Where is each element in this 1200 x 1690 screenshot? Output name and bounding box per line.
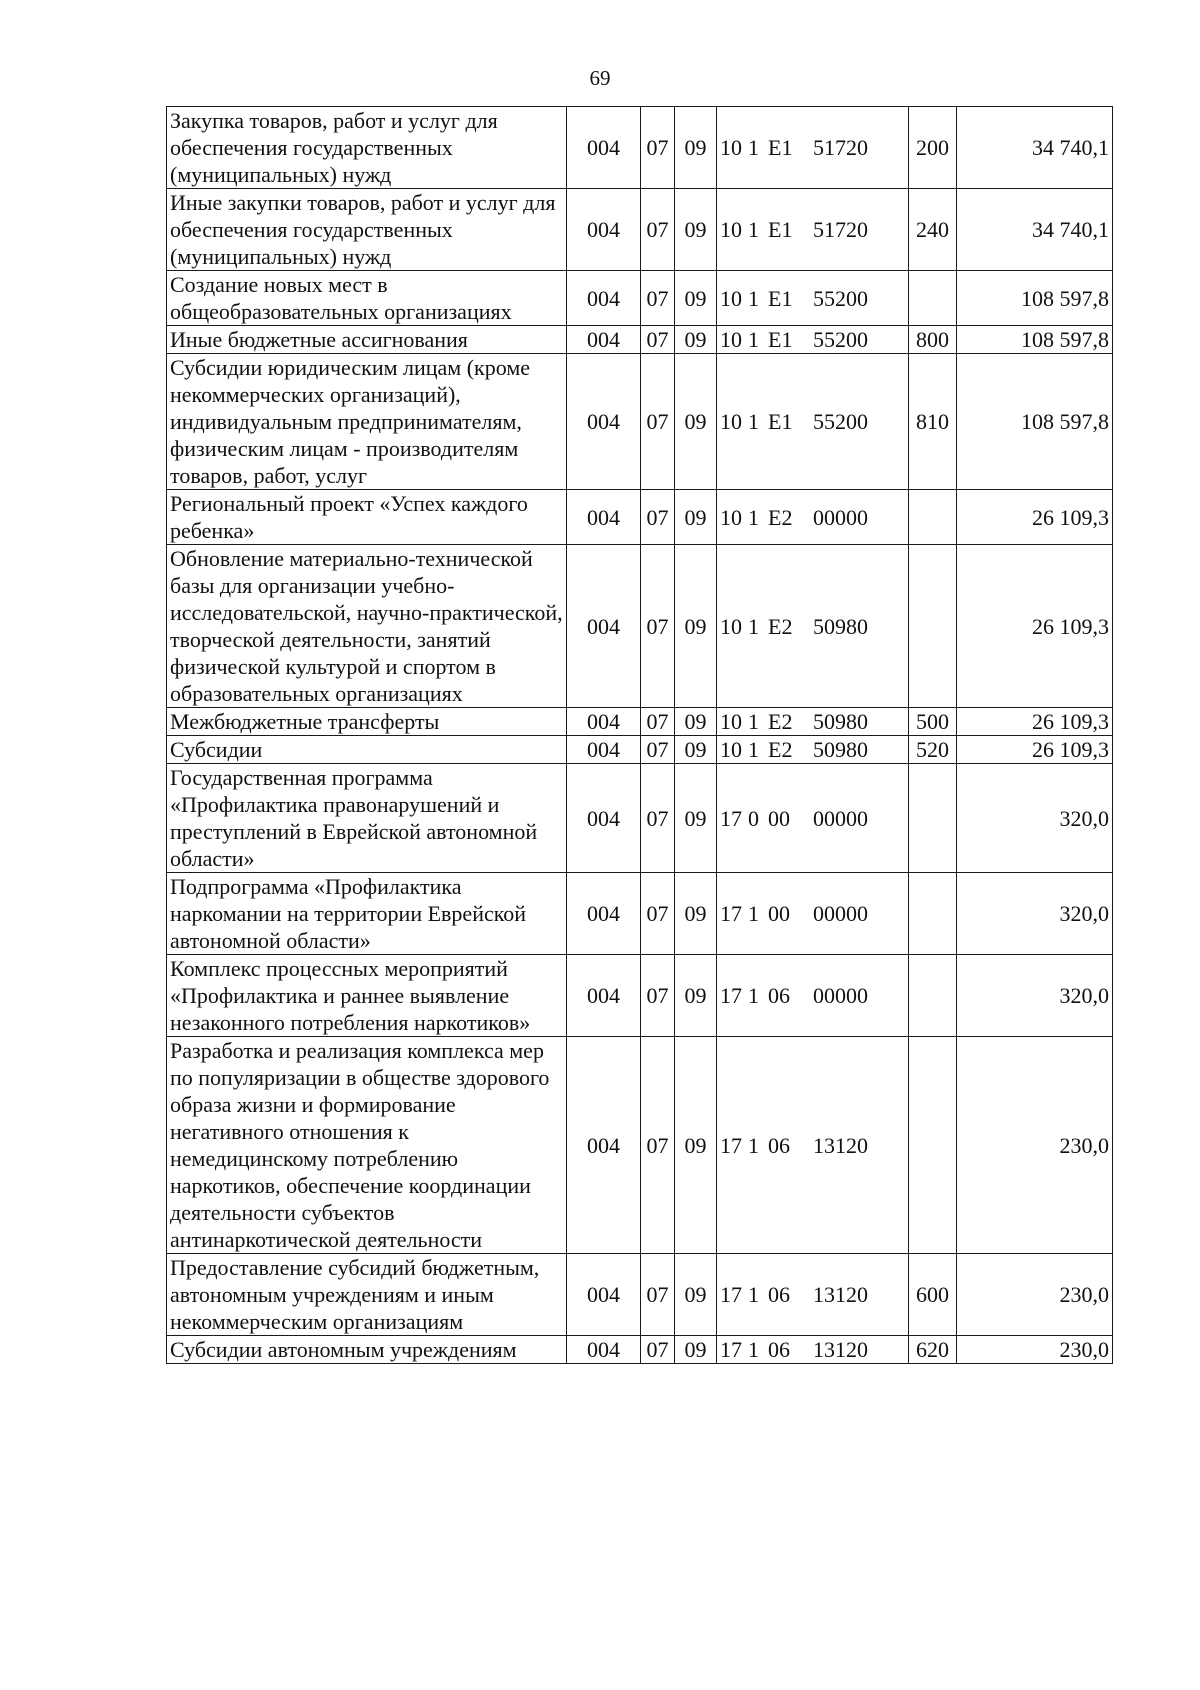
table-row [167,271,1113,326]
section-code: 07 [641,1037,675,1254]
table-row [167,1336,1113,1364]
subsection-code: 09 [675,354,717,490]
section-code: 07 [641,736,675,764]
target-article-part: E1 [768,135,793,160]
table-row [167,490,1113,545]
target-article-code [717,189,909,271]
subsection-code: 09 [675,1336,717,1364]
target-article-part: 10 [720,327,742,352]
ministry-code: 004 [567,873,641,955]
section-code: 07 [641,490,675,545]
section-code: 07 [641,873,675,955]
section-code: 07 [641,545,675,708]
target-article-part: 55200 [813,409,868,434]
ministry-code: 004 [567,1254,641,1336]
target-article-part: 17 [720,1132,742,1158]
target-article-code [717,736,909,764]
section-code: 07 [641,1336,675,1364]
row-name: Государственная программа «Профилактика правонарушений и преступлений в Еврейской автономной области» [167,764,567,873]
amount: 108 597,8 [957,271,1113,326]
target-article-part: 17 [720,1282,742,1307]
row-name: Закупка товаров, работ и услуг для обеспечения государственных (муниципальных) нужд [167,107,567,189]
subsection-code: 09 [675,764,717,873]
subsection-code: 09 [675,736,717,764]
target-article-part: 1 [748,983,759,1008]
target-article-part: 1 [748,1132,759,1158]
section-code: 07 [641,189,675,271]
table-row [167,955,1113,1037]
subsection-code: 09 [675,545,717,708]
amount: 230,0 [957,1254,1113,1336]
target-article-part: 1 [748,504,759,530]
target-article-part: E2 [768,504,793,530]
target-article-part: E1 [768,217,793,242]
row-name: Подпрограмма «Профилактика наркомании на территории Еврейской автономной области» [167,873,567,955]
amount: 230,0 [957,1037,1113,1254]
amount: 34 740,1 [957,189,1113,271]
row-name: Региональный проект «Успех каждого ребенка» [167,490,567,545]
target-article-part: 10 [720,409,742,434]
target-article-code [717,1037,909,1254]
target-article-part: 13120 [813,1337,868,1362]
target-article-part: 55200 [813,285,868,311]
amount: 230,0 [957,1336,1113,1364]
row-name: Межбюджетные трансферты [167,708,567,736]
table-row [167,545,1113,708]
amount: 108 597,8 [957,354,1113,490]
expense-type-code: 240 [909,189,957,271]
subsection-code: 09 [675,1254,717,1336]
target-article-part: 13120 [813,1132,868,1158]
target-article-code [717,490,909,545]
expense-type-code [909,490,957,545]
target-article-part: 1 [748,285,759,311]
ministry-code: 004 [567,708,641,736]
target-article-part: 1 [748,409,759,434]
subsection-code: 09 [675,490,717,545]
table-row [167,326,1113,354]
target-article-code [717,271,909,326]
table-row [167,736,1113,764]
target-article-part: 1 [748,135,759,160]
expense-type-code: 600 [909,1254,957,1336]
amount: 320,0 [957,873,1113,955]
section-code: 07 [641,326,675,354]
table-row [167,107,1113,189]
target-article-part: E1 [768,327,793,352]
section-code: 07 [641,708,675,736]
target-article-part: 1 [748,327,759,352]
expense-type-code [909,1037,957,1254]
target-article-part: 17 [720,901,742,926]
target-article-part: 1 [748,613,759,639]
target-article-part: 50980 [813,709,868,734]
target-article-code [717,326,909,354]
target-article-part: 06 [768,1132,790,1158]
target-article-part: 00 [768,805,790,831]
ministry-code: 004 [567,271,641,326]
table-row [167,708,1113,736]
ministry-code: 004 [567,107,641,189]
ministry-code: 004 [567,1336,641,1364]
target-article-part: 1 [748,709,759,734]
target-article-part: 50980 [813,737,868,762]
expense-type-code: 520 [909,736,957,764]
subsection-code: 09 [675,873,717,955]
target-article-code [717,873,909,955]
amount: 26 109,3 [957,490,1113,545]
row-name: Иные закупки товаров, работ и услуг для обеспечения государственных (муниципальных) нужд [167,189,567,271]
ministry-code: 004 [567,736,641,764]
row-name: Комплекс процессных мероприятий «Профилактика и раннее выявление незаконного потребления наркотиков» [167,955,567,1037]
section-code: 07 [641,955,675,1037]
target-article-code [717,764,909,873]
target-article-part: 06 [768,1282,790,1307]
target-article-part: 1 [748,901,759,926]
target-article-part: E1 [768,285,793,311]
subsection-code: 09 [675,189,717,271]
amount: 34 740,1 [957,107,1113,189]
amount: 320,0 [957,955,1113,1037]
amount: 26 109,3 [957,545,1113,708]
section-code: 07 [641,1254,675,1336]
subsection-code: 09 [675,1037,717,1254]
target-article-part: 17 [720,805,742,831]
row-name: Разработка и реализация комплекса мер по популяризации в обществе здорового образа жизни и формирование негативного отношения к немедицинскому потреблению наркотиков, обеспечение координации деятельности субъектов антинаркотической деятельности [167,1037,567,1254]
ministry-code: 004 [567,955,641,1037]
target-article-part: 06 [768,1337,790,1362]
row-name: Субсидии юридическим лицам (кроме некоммерческих организаций), индивидуальным предпринимателям, физическим лицам - производителям товаров, работ, услуг [167,354,567,490]
table-row [167,1254,1113,1336]
target-article-part: 0 [748,805,759,831]
subsection-code: 09 [675,955,717,1037]
target-article-code [717,1254,909,1336]
target-article-part: 50980 [813,613,868,639]
ministry-code: 004 [567,326,641,354]
target-article-part: 00000 [813,504,868,530]
section-code: 07 [641,271,675,326]
subsection-code: 09 [675,708,717,736]
section-code: 07 [641,354,675,490]
ministry-code: 004 [567,545,641,708]
target-article-part: E2 [768,737,793,762]
expense-type-code [909,955,957,1037]
target-article-part: 10 [720,504,742,530]
ministry-code: 004 [567,490,641,545]
target-article-part: E1 [768,409,793,434]
section-code: 07 [641,107,675,189]
target-article-part: 55200 [813,327,868,352]
target-article-part: 1 [748,737,759,762]
target-article-part: 51720 [813,135,868,160]
expense-type-code: 620 [909,1336,957,1364]
section-code: 07 [641,764,675,873]
target-article-part: 13120 [813,1282,868,1307]
target-article-part: 1 [748,217,759,242]
target-article-part: 51720 [813,217,868,242]
budget-table [166,106,1113,1364]
row-name: Обновление материально-технической базы для организации учебно-исследовательской, научно-практической, творческой деятельности, занятий физической культурой и спортом в образовательных организациях [167,545,567,708]
subsection-code: 09 [675,271,717,326]
target-article-part: 17 [720,1337,742,1362]
target-article-part: 10 [720,135,742,160]
expense-type-code: 800 [909,326,957,354]
table-row [167,1037,1113,1254]
amount: 108 597,8 [957,326,1113,354]
ministry-code: 004 [567,189,641,271]
expense-type-code [909,545,957,708]
target-article-part: E2 [768,709,793,734]
target-article-code [717,1336,909,1364]
target-article-code [717,545,909,708]
table-row [167,873,1113,955]
target-article-code [717,107,909,189]
target-article-code [717,354,909,490]
row-name: Субсидии [167,736,567,764]
table-body [167,107,1113,1364]
expense-type-code: 810 [909,354,957,490]
row-name: Предоставление субсидий бюджетным, автономным учреждениям и иным некоммерческим организациям [167,1254,567,1336]
subsection-code: 09 [675,326,717,354]
row-name: Иные бюджетные ассигнования [167,326,567,354]
target-article-part: 10 [720,613,742,639]
expense-type-code: 500 [909,708,957,736]
target-article-part: 17 [720,983,742,1008]
table-row [167,354,1113,490]
expense-type-code [909,271,957,326]
target-article-part: 00000 [813,901,868,926]
target-article-part: 06 [768,983,790,1008]
ministry-code: 004 [567,354,641,490]
ministry-code: 004 [567,764,641,873]
amount: 26 109,3 [957,736,1113,764]
target-article-code [717,955,909,1037]
target-article-part: 10 [720,737,742,762]
subsection-code: 09 [675,107,717,189]
amount: 26 109,3 [957,708,1113,736]
target-article-code [717,708,909,736]
table-row [167,189,1113,271]
target-article-part: 1 [748,1282,759,1307]
table-row [167,764,1113,873]
page-number: 69 [589,66,611,90]
target-article-part: 10 [720,217,742,242]
ministry-code: 004 [567,1037,641,1254]
target-article-part: 00000 [813,805,868,831]
target-article-part: 10 [720,709,742,734]
target-article-part: 00000 [813,983,868,1008]
expense-type-code: 200 [909,107,957,189]
target-article-part: E2 [768,613,793,639]
target-article-part: 10 [720,285,742,311]
amount: 320,0 [957,764,1113,873]
row-name: Создание новых мест в общеобразовательных организациях [167,271,567,326]
expense-type-code [909,873,957,955]
target-article-part: 00 [768,901,790,926]
expense-type-code [909,764,957,873]
row-name: Субсидии автономным учреждениям [167,1336,567,1364]
target-article-part: 1 [748,1337,759,1362]
